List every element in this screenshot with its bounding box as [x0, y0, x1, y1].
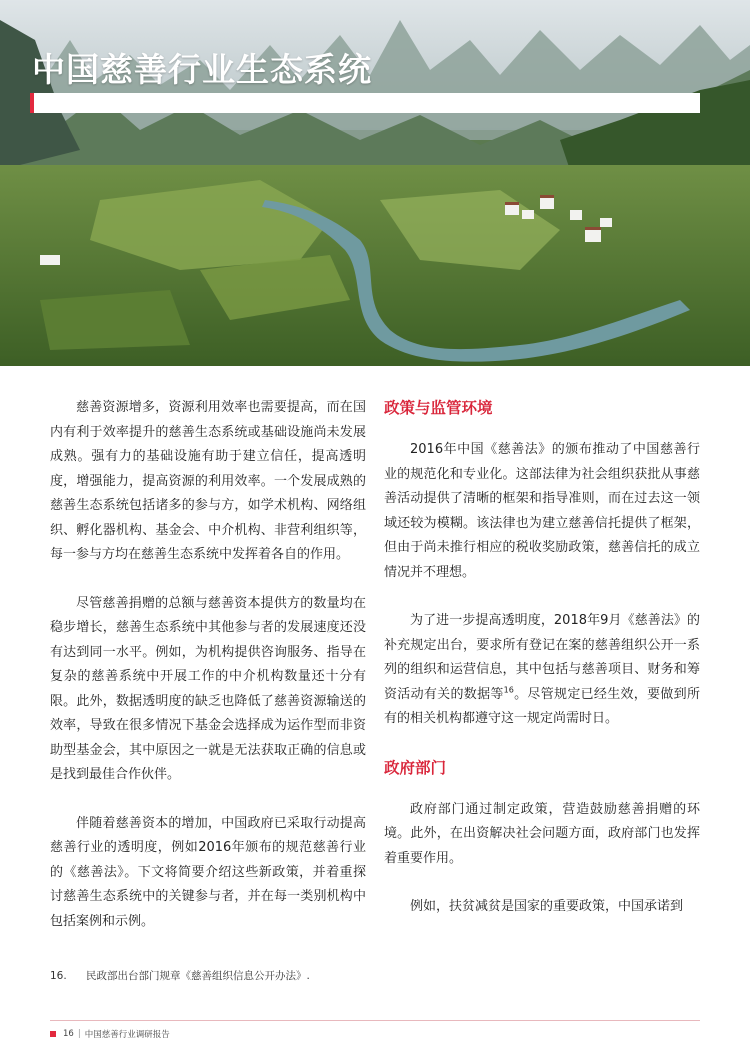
- right-paragraph-1: 2016年中国《慈善法》的颁布推动了中国慈善行业的规范化和专业化。这部法律为社会组织获批从事慈善活动提供了清晰的框架和指导准则，而在过去这一领域还较为模糊。该法律也为建立慈善信托提供了框架，但由于尚未推行相应的税收奖励政策，慈善信托的成立情况并不理想。: [384, 442, 700, 580]
- footer-divider: [50, 1020, 700, 1021]
- right-paragraph-2-tail: 。尽管规定已经生效，要做到所有的相关机构都遵守这一规定尚需时日。: [384, 686, 700, 726]
- left-column: [50, 396, 366, 958]
- page-number: 16: [63, 1029, 74, 1039]
- report-title: 中国慈善行业调研报告: [84, 1030, 170, 1040]
- left-paragraph-1: 慈善资源增多，资源利用效率也需要提高，而在国内有利于效率提升的慈善生态系统或基础设施尚未发展成熟。强有力的基础设施有助于建立信任，提高透明度，增强能力，提高资源的利用效率。一个发展成熟的慈善生态系统包括诸多的参与方，如学术机构、网络组织、孵化器机构、基金会、中介机构、非营利组织等，每一参与方均在慈善生态系统中发挥着各自的作用。: [50, 400, 366, 562]
- footnote: [50, 968, 310, 983]
- footnote-text: 民政部出台部门规章《慈善组织信息公开办法》.: [86, 970, 310, 982]
- right-paragraph-4: 例如，扶贫减贫是国家的重要政策，中国承诺到: [410, 899, 684, 914]
- title-bar-accent: [30, 93, 34, 113]
- page-footer: [50, 1028, 170, 1040]
- footnote-number: 16.: [50, 970, 67, 982]
- left-paragraph-3: 伴随着慈善资本的增加，中国政府已采取行动提高慈善行业的透明度，例如2016年颁布的规范慈善行业的《慈善法》。下文将简要介绍这些新政策，并着重探讨慈善生态系统中的关键参与者，并在每一类别机构中包括案例和示例。: [50, 815, 366, 929]
- footer-accent-square-icon: [50, 1031, 56, 1037]
- section-heading-policy: 政策与监管环境: [384, 399, 493, 417]
- title-underline-bar: [30, 93, 700, 113]
- section-heading-government: 政府部门: [384, 758, 447, 777]
- right-paragraph-3: 政府部门通过制定政策，营造鼓励慈善捐赠的环境。此外，在出资解决社会问题方面，政府部门也发挥着重要作用。: [384, 801, 700, 866]
- right-paragraph-2-text: 为了进一步提高透明度，2018年9月《慈善法》的补充规定出台，要求所有登记在案的慈善组织公开一系列的组织和运营信息，其中包括与慈善项目、财务和筹资活动有关的数据等: [384, 613, 700, 702]
- right-paragraph-2: [384, 609, 700, 732]
- page-title: 中国慈善行业生态系统: [32, 50, 372, 89]
- left-paragraph-2: 尽管慈善捐赠的总额与慈善资本提供方的数量均在稳步增长，慈善生态系统中其他参与者的发展速度还没有达到同一水平。例如，为机构提供咨询服务、指导在复杂的慈善系统中开展工作的中介机构数量还十分有限。此外，数据透明度的缺乏也降低了慈善资源输送的效率，导致在很多情况下基金会选择成为运作型而非资助型基金会，其中原因之一就是无法获取正确的信息或是找到最佳合作伙伴。: [50, 595, 366, 782]
- footer-separator: |: [77, 1029, 81, 1039]
- footnote-ref-16[interactable]: 16: [503, 685, 514, 695]
- hero-landscape-photo: [0, 0, 750, 366]
- right-column: [384, 396, 700, 944]
